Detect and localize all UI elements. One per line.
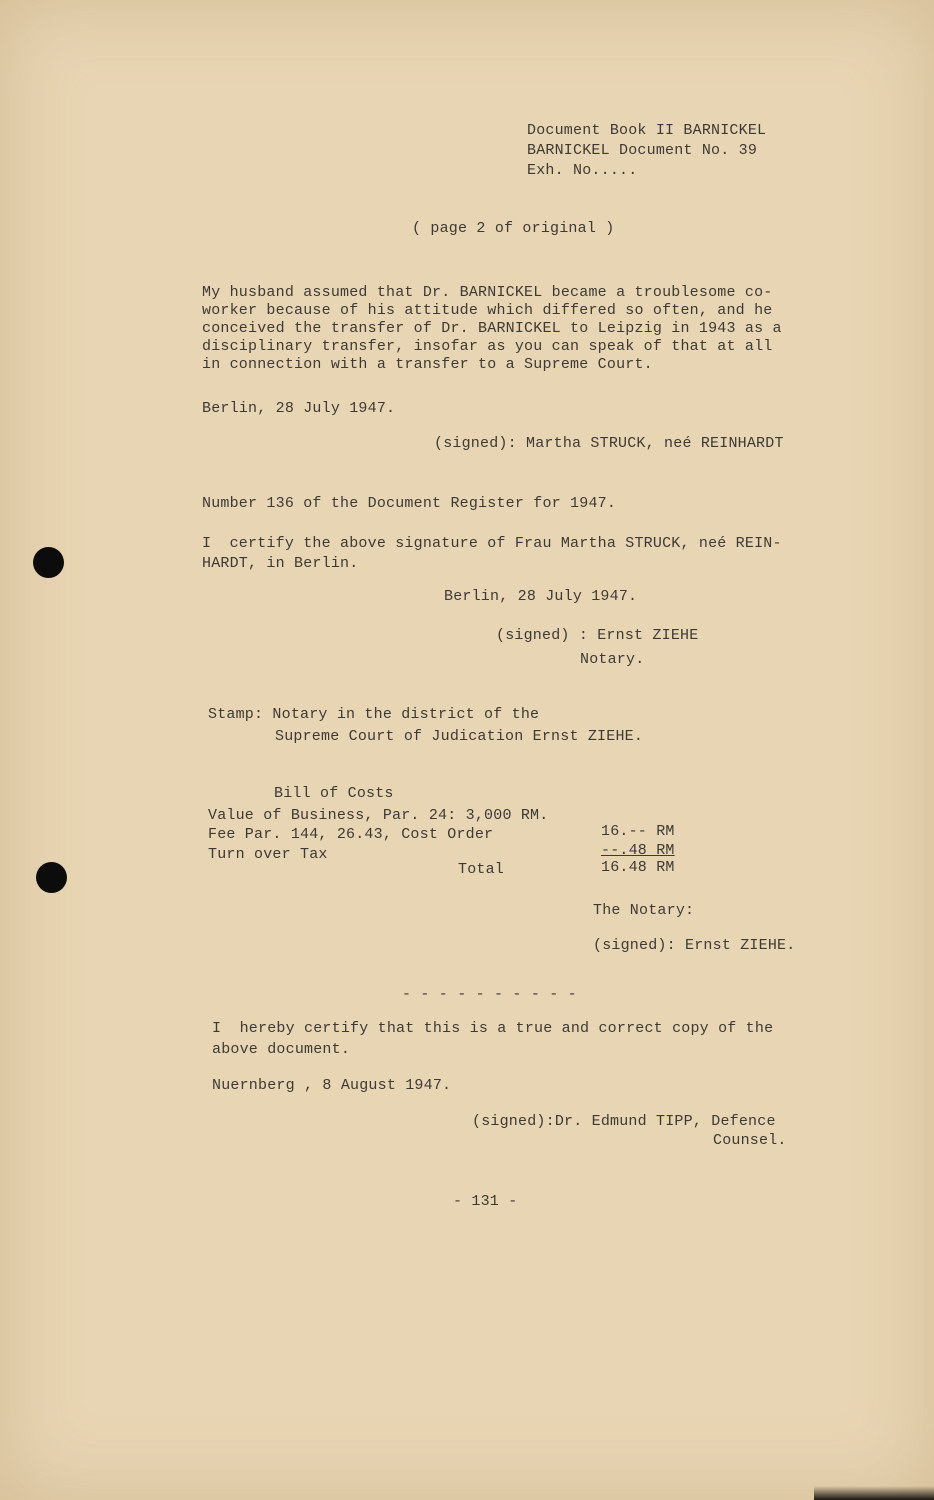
costs-total-label: Total <box>458 861 505 878</box>
notary-title: Notary. <box>580 651 645 668</box>
costs-heading: Bill of Costs <box>274 785 394 802</box>
place-date: Berlin, 28 July 1947. <box>202 400 396 417</box>
signature-line: (signed): Martha STRUCK, neé REINHARDT <box>434 435 784 452</box>
costs-row-label: Fee Par. 144, 26.43, Cost Order <box>208 826 494 843</box>
separator: - - - - - - - - - - <box>402 986 577 1003</box>
notary-closing-signature: (signed): Ernst ZIEHE. <box>593 937 796 954</box>
statement-line: My husband assumed that Dr. BARNICKEL became a troublesome co- <box>202 284 773 301</box>
counsel-title: Counsel. <box>713 1132 787 1149</box>
page-number: - 131 - <box>453 1193 518 1210</box>
punch-hole <box>36 862 67 893</box>
copy-certification-line: above document. <box>212 1041 351 1058</box>
stamp-line: Supreme Court of Judication Ernst ZIEHE. <box>275 728 644 745</box>
header-line-1: Document Book II BARNICKEL <box>527 122 767 139</box>
costs-row-amount: 16.-- RM <box>601 823 675 840</box>
header-line-2: BARNICKEL Document No. 39 <box>527 142 758 159</box>
statement-line: conceived the transfer of Dr. BARNICKEL to Leipzig in 1943 as a <box>202 320 782 337</box>
statement-line: disciplinary transfer, insofar as you can speak of that at all <box>202 338 773 355</box>
page-note: ( page 2 of original ) <box>412 220 615 237</box>
statement-line: in connection with a transfer to a Supreme Court. <box>202 356 653 373</box>
copy-certification-line: I hereby certify that this is a true and correct copy of the <box>212 1020 774 1037</box>
counsel-signature: (signed):Dr. Edmund TIPP, Defence <box>472 1113 776 1130</box>
certify-line: I certify the above signature of Frau Martha STRUCK, neé REIN- <box>202 535 782 552</box>
stamp-line: Stamp: Notary in the district of the <box>208 706 540 723</box>
notary-closing-title: The Notary: <box>593 902 695 919</box>
costs-row-label: Turn over Tax <box>208 846 328 863</box>
place-date: Nuernberg , 8 August 1947. <box>212 1077 452 1094</box>
statement-line: worker because of his attitude which differed so often, and he <box>202 302 773 319</box>
header-line-3: Exh. No..... <box>527 162 638 179</box>
register-line: Number 136 of the Document Register for 1947. <box>202 495 617 512</box>
costs-row-label: Value of Business, Par. 24: 3,000 RM. <box>208 807 549 824</box>
page-edge-shadow <box>814 1486 934 1500</box>
costs-total-amount: 16.48 RM <box>601 859 675 876</box>
costs-row-amount: --.48 RM <box>601 842 675 859</box>
place-date: Berlin, 28 July 1947. <box>444 588 638 605</box>
notary-signature: (signed) : Ernst ZIEHE <box>496 627 699 644</box>
punch-hole <box>33 547 64 578</box>
certify-line: HARDT, in Berlin. <box>202 555 359 572</box>
